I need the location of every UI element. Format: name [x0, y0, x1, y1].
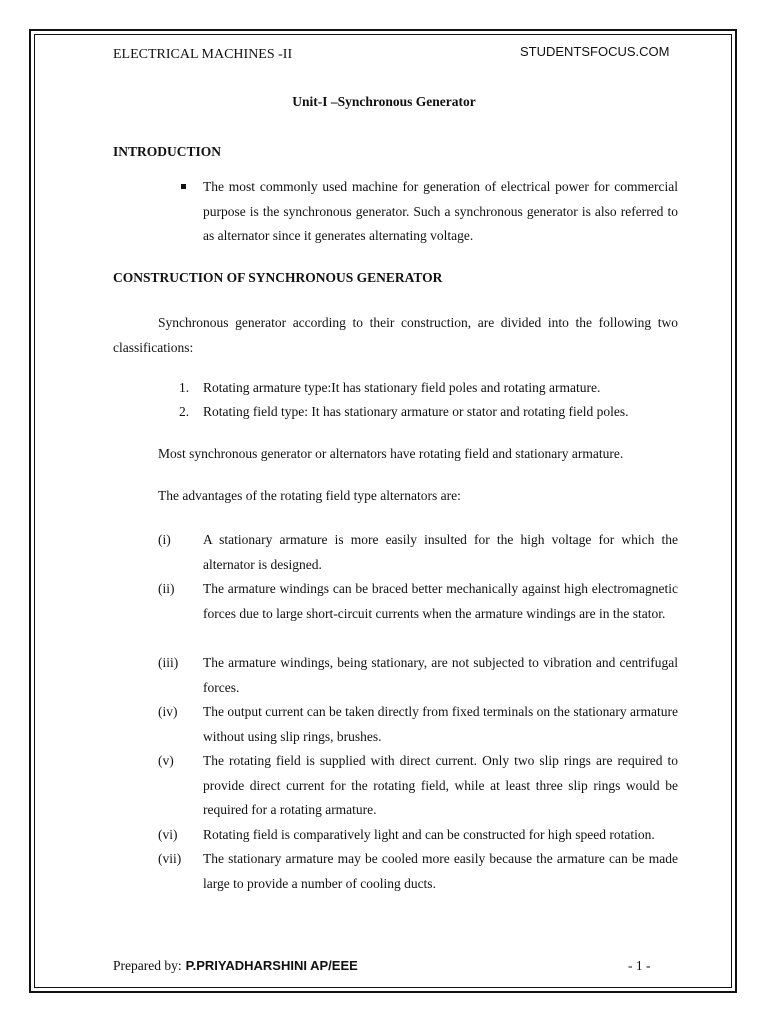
header-course-title: ELECTRICAL MACHINES -II	[113, 47, 293, 62]
advantage-text: The rotating field is supplied with direct current. Only two slip rings are required to provide direct current for the rotating field, while at least three slip rings would be required for a rotating armature.	[203, 753, 678, 817]
bullet-icon	[181, 184, 186, 189]
construction-paragraph: Synchronous generator according to their construction, are divided into the following two classifications:	[113, 315, 678, 355]
advantage-text: The output current can be taken directly from fixed terminals on the stationary armature without using slip rings, brushes.	[203, 704, 678, 744]
footer-prepared-label: Prepared by:	[113, 958, 182, 973]
list-item-text: Rotating armature type:It has stationary field poles and rotating armature.	[203, 380, 601, 395]
advantage-text: A stationary armature is more easily insulted for the high voltage for which the alternator is designed.	[203, 532, 678, 572]
advantage-number: (iv)	[158, 704, 178, 719]
list-item-text: Rotating field type: It has stationary armature or stator and rotating field poles.	[203, 404, 629, 419]
list-item-number: 2.	[179, 404, 190, 419]
advantage-text: The armature windings can be braced better mechanically against high electromagnetic forces due to large short-circuit currents when the armature windings are in the stator.	[203, 581, 678, 621]
footer-prepared-by	[113, 958, 358, 974]
most-statement: Most synchronous generator or alternators have rotating field and stationary armature.	[158, 446, 624, 461]
page-title: Unit-I –Synchronous Generator	[292, 94, 476, 109]
advantages-intro: The advantages of the rotating field type alternators are:	[158, 488, 461, 503]
advantage-text: Rotating field is comparatively light and can be constructed for high speed rotation.	[203, 827, 655, 842]
list-item-number: 1.	[179, 380, 190, 395]
footer-author-name: P.PRIYADHARSHINI AP/EEE	[185, 958, 358, 973]
introduction-bullet-text: The most commonly used machine for generation of electrical power for commercial purpose is the synchronous generator. Such a synchronous generator is also referred to as alternator since it generates alternating voltage.	[203, 179, 678, 243]
construction-heading: CONSTRUCTION OF SYNCHRONOUS GENERATOR	[113, 270, 443, 285]
advantage-number: (iii)	[158, 655, 179, 670]
header-site-name: STUDENTSFOCUS.COM	[520, 44, 670, 59]
advantage-text: The armature windings, being stationary, are not subjected to vibration and centrifugal forces.	[203, 655, 678, 695]
introduction-heading: INTRODUCTION	[113, 144, 222, 159]
advantage-text: The stationary armature may be cooled more easily because the armature can be made large to provide a number of cooling ducts.	[203, 851, 678, 891]
advantage-number: (vi)	[158, 827, 178, 842]
advantage-number: (v)	[158, 753, 174, 768]
page-number: - 1 -	[628, 958, 651, 973]
advantage-number: (ii)	[158, 581, 175, 596]
advantage-number: (vii)	[158, 851, 182, 866]
advantage-number: (i)	[158, 532, 171, 547]
